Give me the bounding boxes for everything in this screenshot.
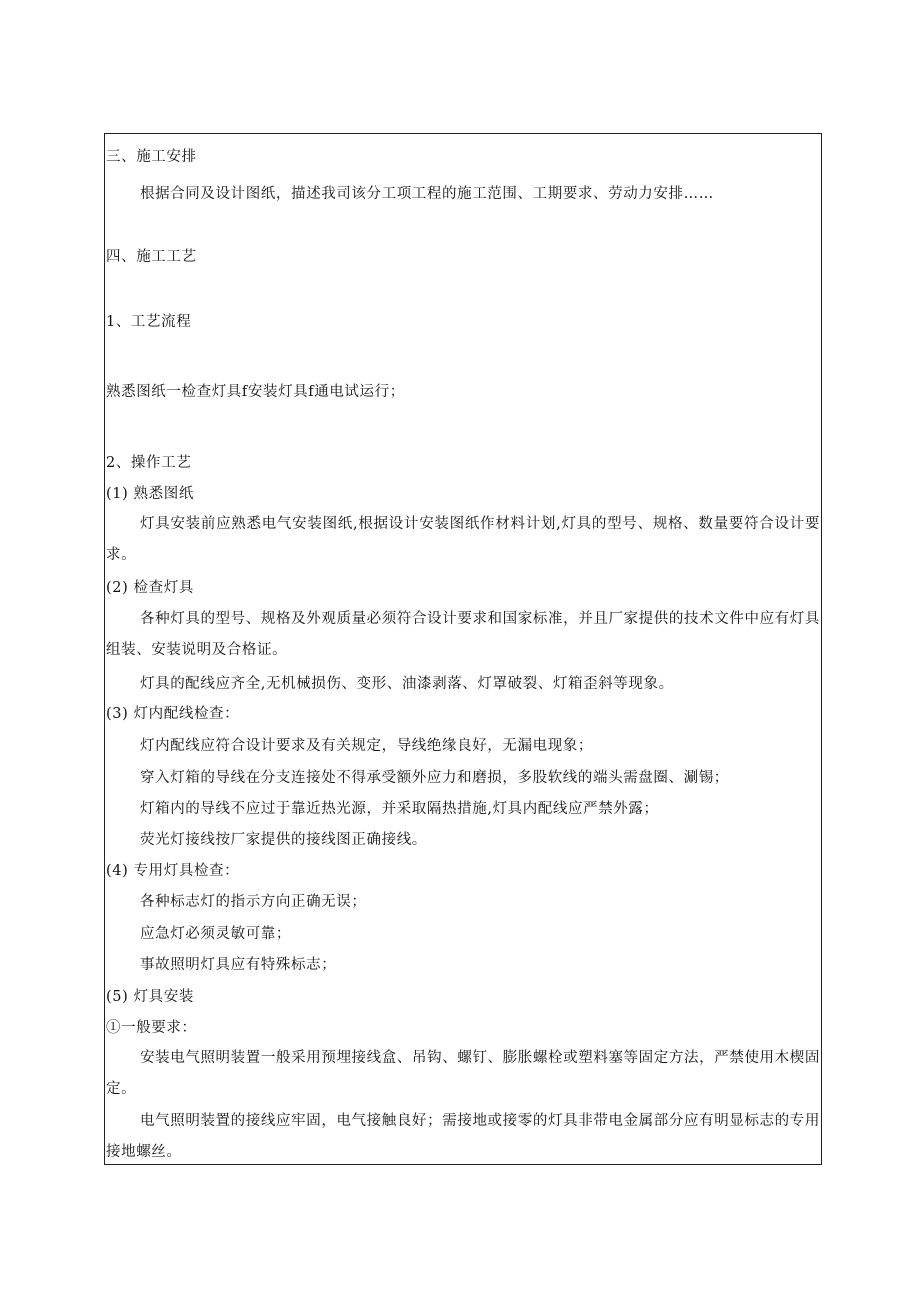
item3-paragraph-2: 穿入灯箱的导线在分支连接处不得承受额外应力和磨损，多股软线的端头需盘圈、涮锡； xyxy=(140,770,729,786)
item1-paragraph: 灯具安装前应熟悉电气安装图纸,根据设计安装图纸作材料计划,灯具的型号、规格、数量要符合设计要求。 xyxy=(106,516,820,563)
item4-paragraph-1: 各种标志灯的指示方向正确无误； xyxy=(140,894,367,910)
item3-paragraph-1: 灯内配线应符合设计要求及有关规定，导线绝缘良好，无漏电现象； xyxy=(140,738,593,754)
item1-title: (1) 熟悉图纸 xyxy=(106,486,194,502)
item2-title: (2) 检查灯具 xyxy=(106,580,194,596)
item3-paragraph-4: 荧光灯接线按厂家提供的接线图正确接线。 xyxy=(140,832,427,848)
item5-title: (5) 灯具安装 xyxy=(106,989,194,1005)
process-flow-heading: 1、工艺流程 xyxy=(106,314,192,330)
item2-paragraph-1: 各种灯具的型号、规格及外观质量必须符合设计要求和国家标准，并且厂家提供的技术文件中应有灯具组装、安装说明及合格证。 xyxy=(106,611,820,658)
item4-paragraph-2: 应急灯必须灵敏可靠； xyxy=(140,926,291,942)
item5-subheading: ①一般要求： xyxy=(106,1020,197,1036)
item3-paragraph-3: 灯箱内的导线不应过于靠近热光源，并采取隔热措施,灯具内配线应严禁外露； xyxy=(140,801,659,817)
process-flow-text: 熟悉图纸一检查灯具f安装灯具f通电试运行； xyxy=(106,384,405,400)
item5-paragraph-2: 电气照明装置的接线应牢固，电气接触良好；需接地或接零的灯具非带电金属部分应有明显标志的专用接地螺丝。 xyxy=(106,1113,820,1160)
section3-body: 根据合同及设计图纸，描述我司该分工项工程的施工范围、工期要求、劳动力安排…… xyxy=(140,186,714,202)
section3-heading: 三、施工安排 xyxy=(106,149,197,165)
item3-title: (3) 灯内配线检查： xyxy=(106,706,240,722)
item5-paragraph-1: 安装电气照明装置一般采用预埋接线盒、吊钩、螺钉、膨胀螺栓或塑料塞等固定方法，严禁使用木楔固定。 xyxy=(106,1050,820,1097)
item2-paragraph-2: 灯具的配线应齐全,无机械损伤、变形、油漆剥落、灯罩破裂、灯箱歪斜等现象。 xyxy=(140,676,674,692)
item4-title: (4) 专用灯具检查： xyxy=(106,863,240,879)
item4-paragraph-3: 事故照明灯具应有特殊标志； xyxy=(140,957,337,973)
operations-heading: 2、操作工艺 xyxy=(106,455,192,471)
section4-heading: 四、施工工艺 xyxy=(106,249,197,265)
